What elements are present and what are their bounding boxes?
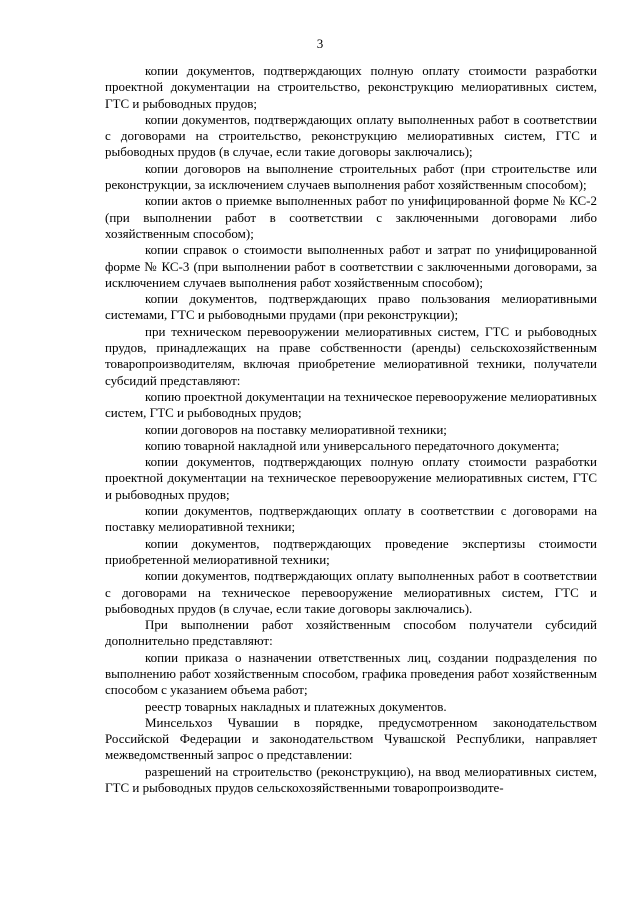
- body-text: [105, 63, 597, 796]
- paragraph: копии справок о стоимости выполненных работ и затрат по унифицированной форме № КС-3 (при выполнении работ в соответствии с заключенными договорами, за исключением случаев выполнения работ хозяйственным способом);: [105, 242, 597, 290]
- paragraph: разрешений на строительство (реконструкцию), на ввод мелиоративных систем, ГТС и рыбоводных прудов сельскохозяйственными товаропроизводите-: [105, 763, 597, 796]
- paragraph: копии актов о приемке выполненных работ по унифицированной форме № КС-2 (при выполнении работ в соответствии с заключенными договорами либо хозяйственным способом);: [105, 193, 597, 241]
- paragraph: копии договоров на выполнение строительных работ (при строительстве или реконструкции, за исключением случаев выполнения работ хозяйственным способом);: [105, 160, 597, 193]
- paragraph: копии документов, подтверждающих оплату выполненных работ в соответствии с договорами на техническое перевооружение мелиоративных систем, ГТС и рыбоводных прудов (в случае, если такие договоры заключались).: [105, 568, 597, 616]
- page-number: 3: [316, 36, 324, 51]
- paragraph: реестр товарных накладных и платежных документов.: [145, 698, 447, 714]
- paragraph: копии документов, подтверждающих право пользования мелиоративными системами, ГТС и рыбоводными прудами (при реконструкции);: [105, 291, 597, 323]
- paragraph: копию товарной накладной или универсального передаточного документа;: [145, 437, 560, 453]
- paragraph: копию проектной документации на техническое перевооружение мелиоративных систем, ГТС и рыбоводных прудов;: [105, 388, 597, 421]
- paragraph: копии документов, подтверждающих полную оплату стоимости разработки проектной документации на техническое перевооружение мелиоративных систем, ГТС и рыбоводных прудов;: [105, 454, 597, 502]
- paragraph: при техническом перевооружении мелиоративных систем, ГТС и рыбоводных прудов, принадлежащих на праве собственности (аренды) сельскохозяйственным товаропроизводителям, включая приобретение мелиоративной техники, получатели субсидий представляют:: [105, 323, 597, 388]
- paragraph: копии документов, подтверждающих оплату в соответствии с договорами на поставку мелиоративной техники;: [105, 503, 597, 535]
- paragraph: При выполнении работ хозяйственным способом получатели субсидий дополнительно представляют:: [105, 617, 597, 649]
- paragraph: Минсельхоз Чувашии в порядке, предусмотренном законодательством Российской Федерации и законодательством Чувашской Республики, направляет межведомственный запрос о представлении:: [105, 714, 597, 763]
- paragraph: копии документов, подтверждающих оплату выполненных работ в соответствии с договорами на строительство, реконструкцию мелиоративных систем, ГТС и рыбоводных прудов (в случае, если такие договоры заключались);: [105, 111, 597, 160]
- paragraph: копии договоров на поставку мелиоративной техники;: [145, 421, 447, 437]
- paragraph: копии приказа о назначении ответственных лиц, создании подразделения по выполнению работ хозяйственным способом, графика проведения работ хозяйственным способом с указанием объема работ;: [105, 649, 597, 698]
- paragraph: копии документов, подтверждающих проведение экспертизы стоимости приобретенной мелиоративной техники;: [105, 535, 597, 567]
- paragraph: копии документов, подтверждающих полную оплату стоимости разработки проектной документации на строительство, реконструкцию мелиоративных систем, ГТС и рыбоводных прудов;: [105, 63, 597, 111]
